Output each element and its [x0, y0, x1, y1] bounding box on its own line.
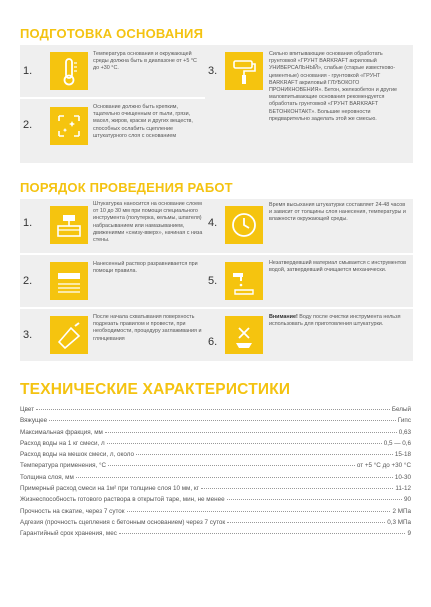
spec-label: Примерный расход смеси на 1м² при толщине слоя 10 мм, кг	[20, 485, 199, 493]
section-title-specs: ТЕХНИЧЕСКИЕ ХАРАКТЕРИСТИКИ	[20, 381, 291, 398]
work-card-6-number: 6.	[208, 336, 218, 348]
prep-card-1	[20, 45, 208, 97]
section-title-preparation: ПОДГОТОВКА ОСНОВАНИЯ	[20, 26, 204, 41]
work-card-5-text: Незатвердевший материал смывается с инструментов водой, затвердевший очищается механически.	[269, 260, 407, 274]
spec-leader	[136, 454, 393, 455]
spec-value: 10-30	[394, 473, 411, 481]
spec-value: 90	[403, 496, 411, 504]
prep-card-2-text: Основание должно быть крепким, тщательно очищенным от пыли, грязи, масел, жиров, краски и других веществ, способных ослабить сцепление штукатурного слоя с основанием	[93, 104, 193, 139]
spec-leader	[49, 420, 396, 421]
work-card-2-number: 2.	[23, 275, 33, 287]
spec-row	[20, 440, 411, 451]
prep-card-2-number: 2.	[23, 119, 33, 131]
work-card-3	[20, 309, 208, 361]
work-card-5-number: 5.	[208, 275, 218, 287]
spec-row	[20, 462, 411, 473]
prep-card-2	[20, 99, 208, 163]
spec-leader	[227, 499, 402, 500]
work-card-1-text: Штукатурка наносится на основание слоем от 10 до 30 мм при помощи специального инструмента (полутерка, кельмы, шпателя) набрасыванием или намазыванием, движениями «снизу-вверх», начиная с низа стены.	[93, 201, 203, 244]
work-card-6-warning: Внимание!	[269, 314, 298, 320]
spec-row	[20, 417, 411, 428]
spec-value: Белый	[391, 406, 411, 413]
spec-label: Жизнеспособность готового раствора в открытой таре, мин, не менее	[20, 496, 225, 504]
spec-row	[20, 406, 411, 417]
spec-label: Расход воды на мешок смеси, л, около	[20, 451, 134, 459]
work-card-2	[20, 255, 208, 307]
tap-wash-icon	[225, 262, 263, 300]
clock-icon	[225, 206, 263, 244]
spec-label: Прочность на сжатие, через 7 суток	[20, 507, 125, 515]
leveling-rule-icon	[50, 262, 88, 300]
spec-label: Толщина слоя, мм	[20, 473, 74, 481]
spec-leader	[107, 443, 382, 444]
spec-value: 2 МПа	[392, 507, 411, 515]
spec-leader	[227, 522, 385, 523]
work-card-4	[205, 199, 413, 253]
prep-card-1-text: Температура основания и окружающей среды должна быть в диапазоне от +5 °С до +30 °С.	[93, 51, 197, 72]
spec-row	[20, 496, 411, 507]
spec-value: 11-12	[395, 485, 411, 493]
paint-roller-icon	[225, 52, 263, 90]
spec-row	[20, 429, 411, 440]
spec-label: Максимальная фракция, мм	[20, 428, 103, 436]
spec-leader	[36, 409, 390, 410]
spec-value: 15-18	[394, 451, 411, 459]
spec-value: 0,3 МПа	[387, 518, 411, 526]
spec-value: Гипс	[397, 417, 411, 425]
work-card-6	[205, 309, 413, 361]
work-card-6-body: Воду после очистки инструмента нельзя использовать для приготовления штукатурки.	[269, 314, 401, 328]
spec-value: от +5 °С до +30 °С	[356, 462, 411, 470]
spec-label: Цвет	[20, 406, 35, 413]
spec-row	[20, 530, 411, 541]
spec-row	[20, 519, 411, 530]
spec-row	[20, 485, 411, 496]
spec-value: 0,5 — 0,6	[383, 439, 411, 447]
work-card-1	[20, 199, 208, 253]
spec-leader	[119, 533, 406, 534]
plaster-apply-icon	[50, 206, 88, 244]
work-card-4-number: 4.	[208, 217, 218, 229]
spec-leader	[105, 432, 397, 433]
spec-leader	[108, 465, 355, 466]
prep-card-1-number: 1.	[23, 65, 33, 77]
spec-value: 0,63	[398, 428, 411, 436]
work-card-1-number: 1.	[23, 217, 33, 229]
work-card-6-text	[269, 314, 409, 328]
work-card-3-text: После начала схватывания поверхность подрезать правилом и провести, при необходимости, процедуру заглаживания и глянцевания	[93, 314, 202, 342]
clean-surface-icon	[50, 107, 88, 145]
spec-row	[20, 451, 411, 462]
spec-label: Температура применения, °С	[20, 462, 107, 470]
specs-table	[20, 406, 411, 542]
prep-card-3-number: 3.	[208, 65, 218, 77]
work-card-4-text: Время высыхания штукатурки составляет 24-48 часов и зависит от толщины слоя нанесения, температуры и влажности окружающей среды.	[269, 202, 406, 223]
work-card-3-number: 3.	[23, 329, 33, 341]
spec-leader	[76, 477, 393, 478]
spec-label: Гарантийный срок хранения, мес	[20, 530, 117, 538]
work-card-5	[205, 255, 413, 307]
prep-card-3-text: Сильно впитывающие основания обработать грунтовкой «ГРУНТ BARKRAFT акриловый УНИВЕРСАЛЬНЫЙ», слабые (старые известково-цементные) основания - грунтовкой «ГРУНТ BARKRAFT акриловый ГЛУБОКОГО ПРОНИКНОВЕНИЯ». Бетон, железобетон и другие маловпитывающие основания рекомендуется обработать грунтовкой «ГРУНТ BARKRAFT БЕТОНКОНТАКТ». Большие неровности предварительно заделать этой же смесью.	[269, 51, 397, 122]
prep-card-3	[205, 45, 413, 163]
section-title-work-order: ПОРЯДОК ПРОВЕДЕНИЯ РАБОТ	[20, 180, 233, 195]
spec-label: Расход воды на 1 кг смеси, л	[20, 439, 105, 447]
spec-label: Адгезия (прочность сцепления с бетонным основанием) через 7 суток	[20, 518, 226, 526]
spec-row	[20, 474, 411, 485]
no-tools-wash-icon	[225, 316, 263, 354]
trowel-smoothing-icon	[50, 316, 88, 354]
spec-row	[20, 508, 411, 519]
spec-leader	[127, 511, 391, 512]
spec-label: Вяжущее	[20, 417, 48, 425]
thermometer-icon	[50, 52, 88, 90]
spec-leader	[201, 488, 393, 489]
work-card-2-text: Нанесенный раствор разравнивается при помощи правила.	[93, 261, 198, 275]
spec-value: 9	[407, 530, 411, 538]
